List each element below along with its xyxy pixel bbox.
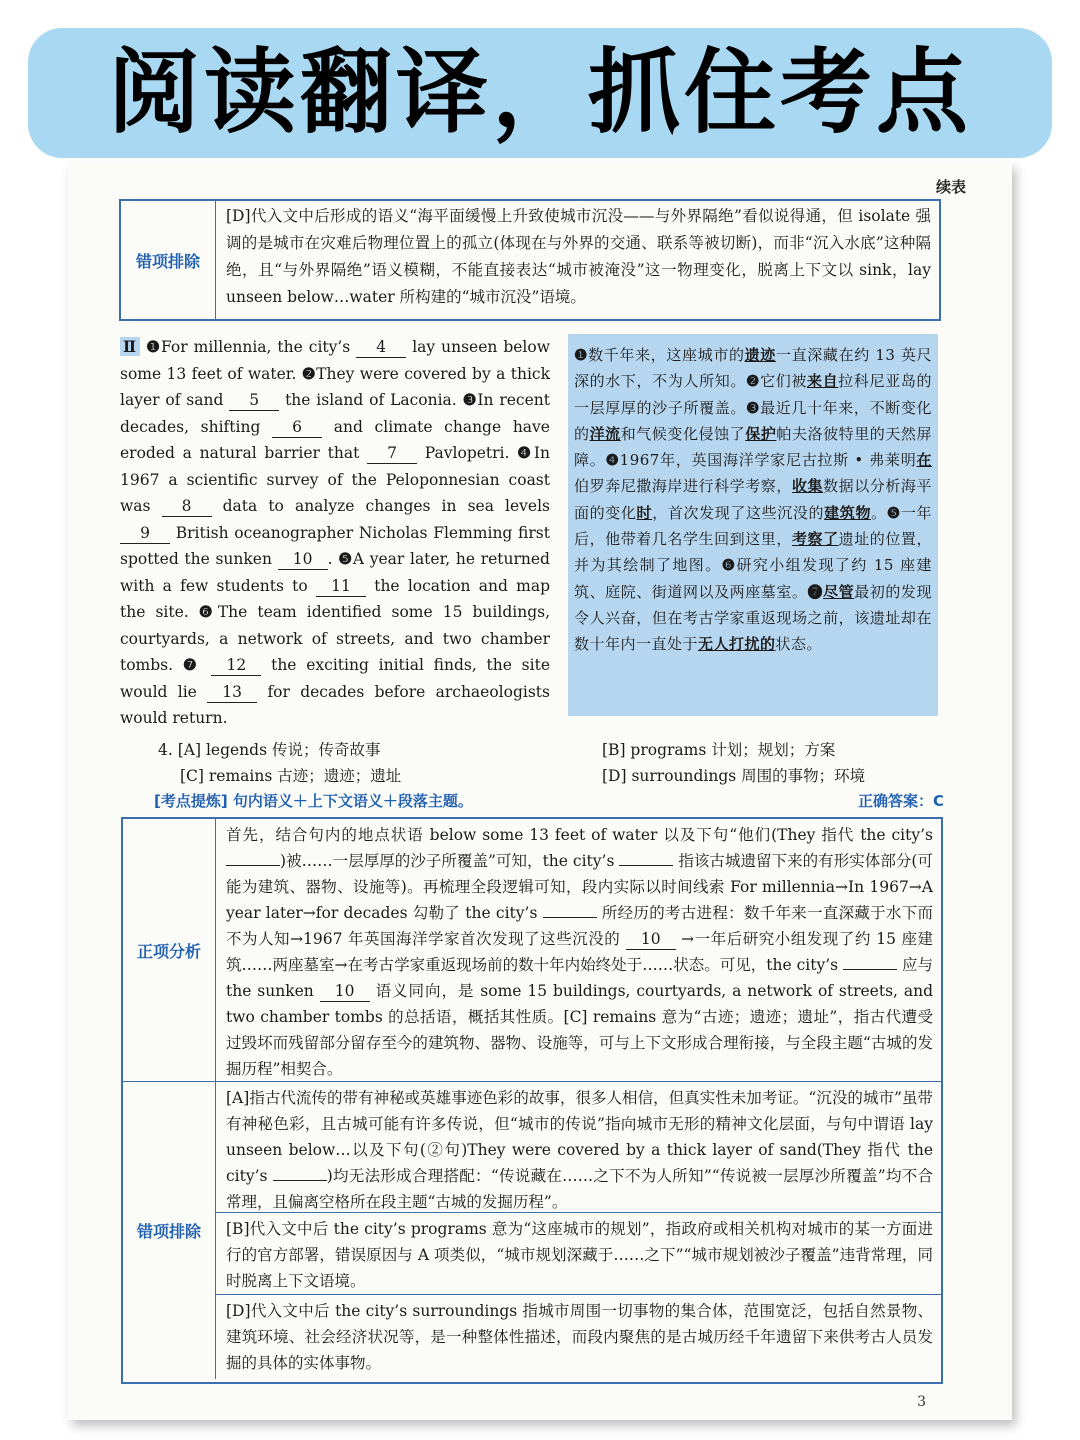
t5a: 一年后，他带着几名学生回到这里， [574,503,932,549]
english-passage [120,334,550,732]
t4a: 1967年，英国海洋学家尼古拉斯 • 弗莱明 [619,451,917,470]
sentence-num-3: ❸ [462,390,478,409]
option-b-row [602,737,835,763]
c-blank-10b: 10 [320,981,370,1002]
sentence-4d: . [327,550,333,568]
chinese-translation [568,334,938,716]
sentence-4a: In 1967 a scientific survey of the Peloponnesian coast was [120,444,550,515]
wrong-analysis-row [123,1081,941,1379]
wrong-analysis-label: 错项排除 [123,1082,216,1379]
sentence-num-1: ❶ [146,337,162,356]
t5b: 遗址的位置，并为其绘制了地图。 [574,530,932,575]
t2a: 它们被 [760,372,808,391]
sentence-7b: for decades before archaeologists would return. [120,682,550,727]
t3c: 帕夫洛彼特里的天然屏障。 [574,424,932,470]
t4d: ，首次发现了这些沉没的 [652,503,825,522]
blank-7: 7 [367,443,417,464]
t7b: 状态。 [775,635,823,654]
t2-highlight: 来自 [807,372,839,391]
wrong-b: [B]代入文中后 the city’s programs 意为“这座城市的规划”，指政府或相关机构对城市的某一方面进行的官方部署，错误原因与 A 项类似，“城市规划深藏于……之下”“城市规划被沙子覆盖”违背常理，同时脱离上下文语境。 [216,1212,941,1294]
key-point: [考点提炼] 句内语义＋上下文语义＋段落主题。 [154,792,473,810]
top-wrong-option-box [119,199,941,321]
sentence-2a: They were covered by a thick layer of sand [120,364,550,409]
analysis-box [121,817,943,1384]
blank-4: 4 [356,337,406,358]
correct-answer: 正确答案：C [857,792,944,810]
t4-highlight-1: 在 [916,451,932,470]
wrong-d: [D]代入文中后 the city’s surroundings 指城市周围一切事物的集合体，范围宽泛，包括自然景物、建筑环境、社会经济状况等，是一种整体性描述，而段内聚焦的是古城历经千年遗留下来供考古人员发掘的具体的实体事物。 [216,1294,941,1379]
blank-6: 6 [272,417,322,438]
sentence-1b: lay unseen below some 13 feet of water. [120,338,550,383]
top-box-label: 错项排除 [121,201,216,319]
question-number: 4. [158,741,173,759]
t-num-3: ❸ [746,398,761,417]
wrong-analysis-items [216,1082,941,1379]
c2: )被……一层厚厚的沙子所覆盖”可知，the city’s [280,852,615,870]
option-c: [C] remains 古迹；遗迹；遗址 [180,767,402,785]
a1: [A]指古代流传的带有神秘或英雄事迹色彩的故事，很多人相信，但真实性未加考证。“沉没的城市”虽带有神秘色彩，且古城可能有许多传说，但“城市的传说”指向城市无形的精神文化层面，与句中谓语 lay unseen below…以及下句(②句)They were covered by a thick layer of sand(They 指代 the city’s [226,1089,933,1185]
t-num-4: ❹ [605,451,620,470]
section-marker: Ⅱ [120,337,140,356]
c7: 语义同向，是 some 15 buildings, courtyards, a network of streets, and two chamber tombs 的总括语，概括其性质。[C] remains 意为“古迹；遗迹；遗址”，指古代遭受过毁坏而残留部分留存至今的建筑物、器物、设施等，可与上下文形成合理衔接，与全段主题“古城的发掘历程”相契合。 [226,982,934,1078]
t4b: 伯罗奔尼撒海岸进行科学考察， [574,477,792,496]
t7-highlight-2: 无人打扰的 [698,635,776,654]
option-b: [B] programs 计划；规划；方案 [602,741,836,759]
sentence-5b: the location and map the site. [120,576,550,621]
sentence-3c: Pavlopetri. [424,444,510,462]
c3: 指该古城遗留下来的有形实体部分(可能为建筑、器物、设施等)。再梳理全段逻辑可知，段内实际以时间线索 For millennia→In 1967→A year later→for decades 勾勒了 the city’s [226,852,933,922]
t-num-1: ❶ [574,346,589,364]
c-blank-3 [543,917,597,918]
t4e: 。 [871,503,887,522]
sentence-4b: data to analyze changes in sea levels [222,497,550,515]
c-blank-1 [226,865,280,866]
t-num-7: ❼ [807,582,824,601]
t5-highlight: 考察了 [791,530,839,549]
blank-13: 13 [207,682,257,703]
correct-analysis-row [123,819,941,1081]
t4c: 数据以分析海平面的变化 [574,477,932,522]
c6: 应与 the sunken [226,956,933,1000]
t4-highlight-3: 时 [636,503,653,522]
a2: )均无法形成合理搭配：“传说藏在……之下不为人所知”“传说被一层厚沙所覆盖”均不合常理，且偏离空格所在段主题“古城的发掘历程”。 [226,1167,934,1211]
t4-highlight-4: 建筑物 [824,503,872,522]
blank-12: 12 [211,655,261,676]
blank-11: 11 [316,576,366,597]
c5: →一年后研究小组发现了约 15 座建筑……两座墓室→在考古学家重返现场前的数十年内始终处于……状态。可见，the city’s [226,930,933,974]
t1b: 一直深藏在约 13 英尺深的水下，不为人所知。 [574,346,932,391]
t4-highlight-2: 收集 [791,477,824,496]
t1-highlight: 遗迹 [744,346,776,364]
continued-label: 续表 [935,178,966,196]
sentence-4c: British oceanographer Nicholas Flemming first spotted the sunken [120,523,550,568]
correct-analysis-text [216,819,941,1081]
blank-10: 10 [278,549,328,570]
t7-highlight-1: 尽管 [823,582,855,601]
sentence-7a: the exciting initial finds, the site would lie [120,656,550,701]
c-blank-2 [619,865,673,866]
blank-5: 5 [229,390,279,411]
t-num-2: ❷ [746,372,761,391]
sentence-num-7: ❼ [182,655,202,674]
t1a: 数千年来，这座城市的 [588,346,745,364]
t3a: 最近几十年来，不断变化的 [574,398,932,443]
t7a: 最初的发现令人兴奋，但在考古学家重返现场之前，该遗址却在数十年内一直处于 [574,582,932,654]
page-number: 3 [917,1394,926,1410]
option-d: [D] surroundings 周围的事物；环境 [602,767,866,785]
t-num-5: ❺ [886,503,901,522]
sentence-num-6: ❻ [198,602,218,621]
wrong-a [216,1082,941,1212]
t3b: 和气候变化侵蚀了 [620,424,746,443]
sentence-num-5: ❺ [338,549,353,568]
sentence-2b: the island of Laconia. [285,391,457,409]
t-num-6: ❻ [721,556,737,575]
t2b: 拉科尼亚岛的一层厚厚的沙子所覆盖。 [574,372,932,417]
c1: 首先，结合句内的地点状语 below some 13 feet of water 以及下句“他们(They 指代 the city’s [226,826,933,844]
t3-highlight-1: 洋流 [589,424,621,443]
blank-8: 8 [162,496,212,517]
correct-analysis-label: 正项分析 [123,819,216,1081]
option-a: [A] legends 传说；传奇故事 [177,741,381,759]
sentence-5a: A year later, he returned with a few students to [120,550,550,595]
blank-9: 9 [120,523,170,544]
sentence-6: The team identified some 15 buildings, courtyards, a network of streets, and two chamber tombs. [120,603,550,674]
sentence-num-4: ❹ [517,443,534,462]
sentence-num-2: ❷ [301,363,317,383]
sentence-1a: For millennia, the city’s [161,338,351,356]
c-blank-4 [843,969,897,970]
a-blank [273,1180,327,1181]
t6: 研究小组发现了约 15 座建筑、庭院、街道网以及两座墓室。 [574,556,932,601]
sentence-3a: In recent decades, shifting [120,391,550,436]
option-a-row [158,737,380,763]
c-blank-10a: 10 [626,929,676,950]
title-banner [28,28,1052,158]
c4: 所经历的考古进程：数千年来一直深藏于水下而不为人知→1967 年英国海洋学家首次发现了这些沉没的 [226,904,933,948]
banner-title: 阅读翻译，抓住考点 [107,39,972,146]
option-c-row [180,763,401,789]
top-box-text: [D]代入文中后形成的语义“海平面缓慢上升致使城市沉没——与外界隔绝”看似说得通，但 isolate 强调的是城市在灾难后物理位置上的孤立(体现在与外界的交通、联系等被切断)，而非“沉入水底”这种隔绝，且“与外界隔绝”语义模糊，不能直接表达“城市被淹没”这一物理变化，脱离上下文以 sink，lay unseen below…water 所构建的“城市沉没”语境。 [226,207,931,306]
option-d-row [602,763,865,789]
t3-highlight-2: 保护 [745,424,777,443]
sentence-3b: and climate change have eroded a natural barrier that [120,417,550,462]
